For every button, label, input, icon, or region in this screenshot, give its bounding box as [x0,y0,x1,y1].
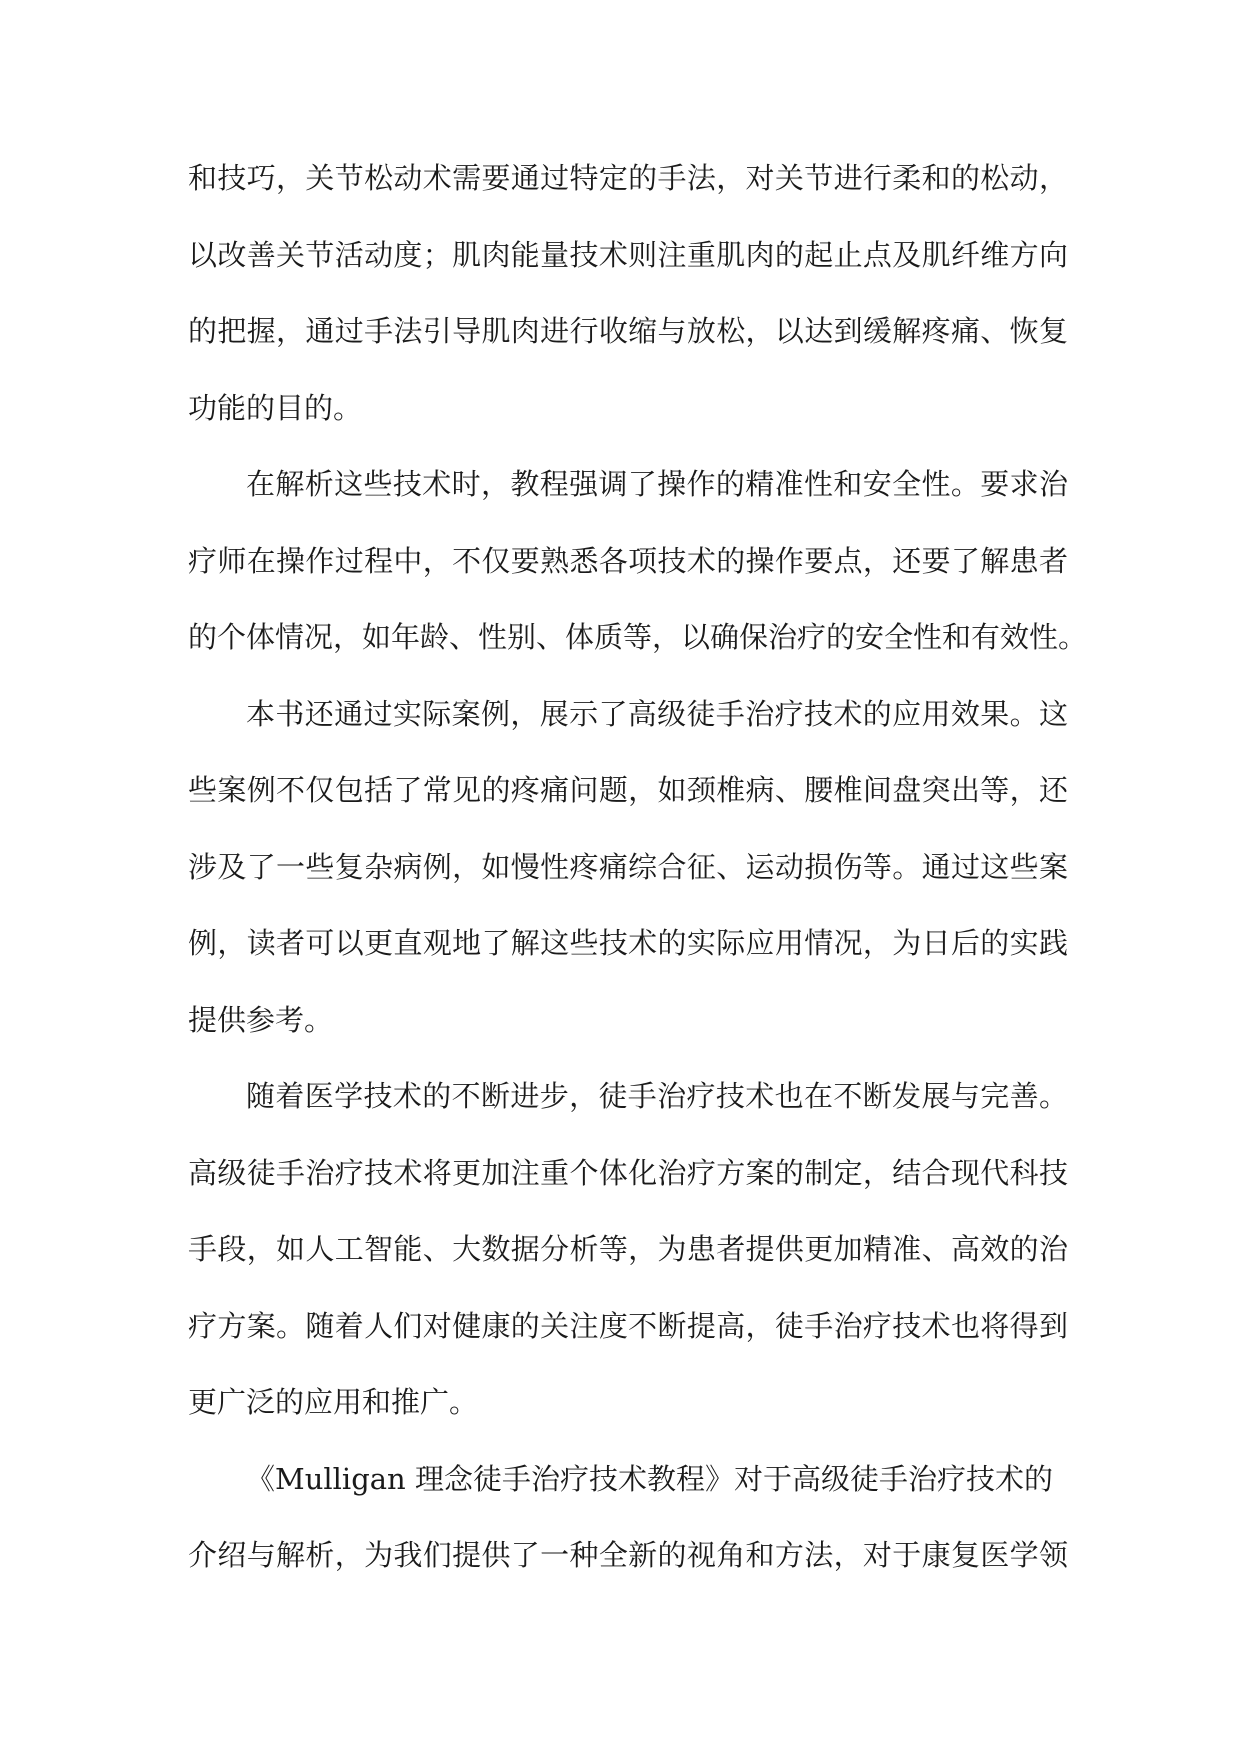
text-line: 疗师在操作过程中，不仅要熟悉各项技术的操作要点，还要了解患者 [188,543,1068,578]
text-line: 更广泛的应用和推广。 [188,1385,479,1419]
text-line: 高级徒手治疗技术将更加注重个体化治疗方案的制定，结合现代科技 [188,1155,1068,1190]
text-line: 疗方案。随着人们对健康的关注度不断提高，徒手治疗技术也将得到 [188,1308,1068,1343]
text-line: 的把握，通过手法引导肌肉进行收缩与放松，以达到缓解疼痛、恢复 [188,314,1068,348]
text-line: 手段，如人工智能、大数据分析等，为患者提供更加精准、高效的治 [188,1232,1068,1266]
text-line: 《Mulligan 理念徒手治疗技术教程》对于高级徒手治疗技术的 [246,1461,1053,1496]
text-line: 在解析这些技术时，教程强调了操作的精准性和安全性。要求治 [246,467,1068,501]
text-line: 些案例不仅包括了常见的疼痛问题，如颈椎病、腰椎间盘突出等，还 [188,773,1068,807]
text-line: 功能的目的。 [188,390,363,425]
text-line: 提供参考。 [188,1002,334,1037]
text-line: 随着医学技术的不断进步，徒手治疗技术也在不断发展与完善。 [246,1079,1068,1113]
text-line: 介绍与解析，为我们提供了一种全新的视角和方法，对于康复医学领 [188,1538,1068,1572]
text-line: 的个体情况，如年龄、性别、体质等，以确保治疗的安全性和有效性。 [188,620,1088,654]
text-line: 本书还通过实际案例，展示了高级徒手治疗技术的应用效果。这 [246,696,1068,731]
text-line: 例，读者可以更直观地了解这些技术的实际应用情况，为日后的实践 [188,926,1068,960]
body-text [188,140,1088,1594]
text-line: 涉及了一些复杂病例，如慢性疼痛综合征、运动损伤等。通过这些案 [188,849,1068,884]
text-line: 以改善关节活动度；肌肉能量技术则注重肌肉的起止点及肌纤维方向 [188,237,1068,272]
text-line: 和技巧，关节松动术需要通过特定的手法，对关节进行柔和的松动， [188,161,1068,195]
